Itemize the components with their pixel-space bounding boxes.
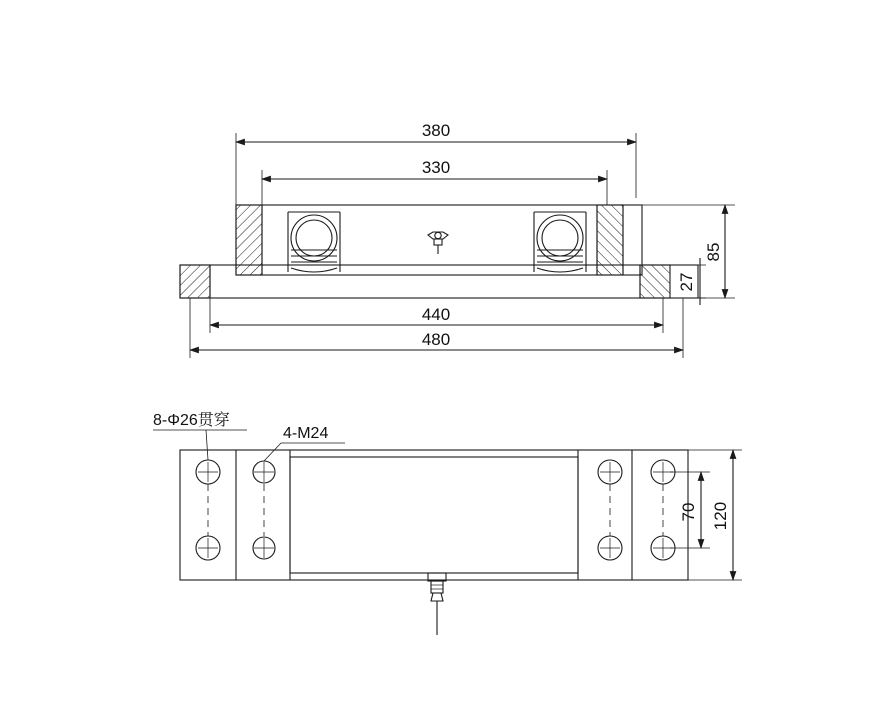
through-hole-group (196, 460, 675, 560)
plan-view (153, 411, 742, 635)
right-bore-circle-inner (542, 220, 578, 256)
dimension-440 (210, 298, 663, 333)
plan-center-body (290, 457, 578, 573)
right-bore-circle-outer (537, 215, 583, 261)
dim-label-380: 380 (421, 121, 451, 140)
note-leader-thread (264, 443, 281, 461)
dim-label-70: 70 (679, 502, 698, 522)
right-bore-assembly (534, 212, 586, 272)
cable-gland-front (428, 232, 448, 254)
note-threaded-holes (264, 425, 345, 461)
left-bore-circle-inner (296, 220, 332, 256)
section-hatch-right-upper (597, 205, 623, 275)
section-hatch-right-base (640, 265, 670, 298)
note-through-holes (153, 411, 247, 460)
dimension-330 (262, 158, 607, 205)
section-hatch-left-base (180, 265, 210, 298)
dim-label-440: 440 (421, 305, 451, 324)
note-label-through-holes: 8-Φ26贯穿 (153, 412, 230, 429)
left-bore-assembly (288, 212, 340, 272)
dimension-70 (670, 472, 710, 548)
dim-label-330: 330 (421, 158, 451, 177)
cable-strain-relief (431, 593, 443, 601)
left-bore-circle-outer (291, 215, 337, 261)
dim-label-120: 120 (711, 501, 730, 531)
right-coil-base-curve (537, 268, 583, 272)
dim-label-27: 27 (677, 272, 696, 292)
dim-label-480: 480 (421, 330, 451, 349)
cable-gland-body (431, 581, 443, 593)
left-coil-base-curve (291, 268, 337, 272)
note-leader-holes (206, 430, 208, 460)
section-hatch-left-upper (236, 205, 262, 275)
gland-center-circle (435, 232, 441, 238)
note-label-threaded-holes: 4-M24 (283, 425, 329, 442)
dim-label-85: 85 (704, 242, 723, 262)
gland-hex-nut (428, 232, 448, 239)
front-elevation-view (180, 121, 735, 358)
gland-stem (434, 239, 442, 245)
plan-outline (180, 450, 688, 580)
cable-exit-plan (428, 573, 446, 635)
